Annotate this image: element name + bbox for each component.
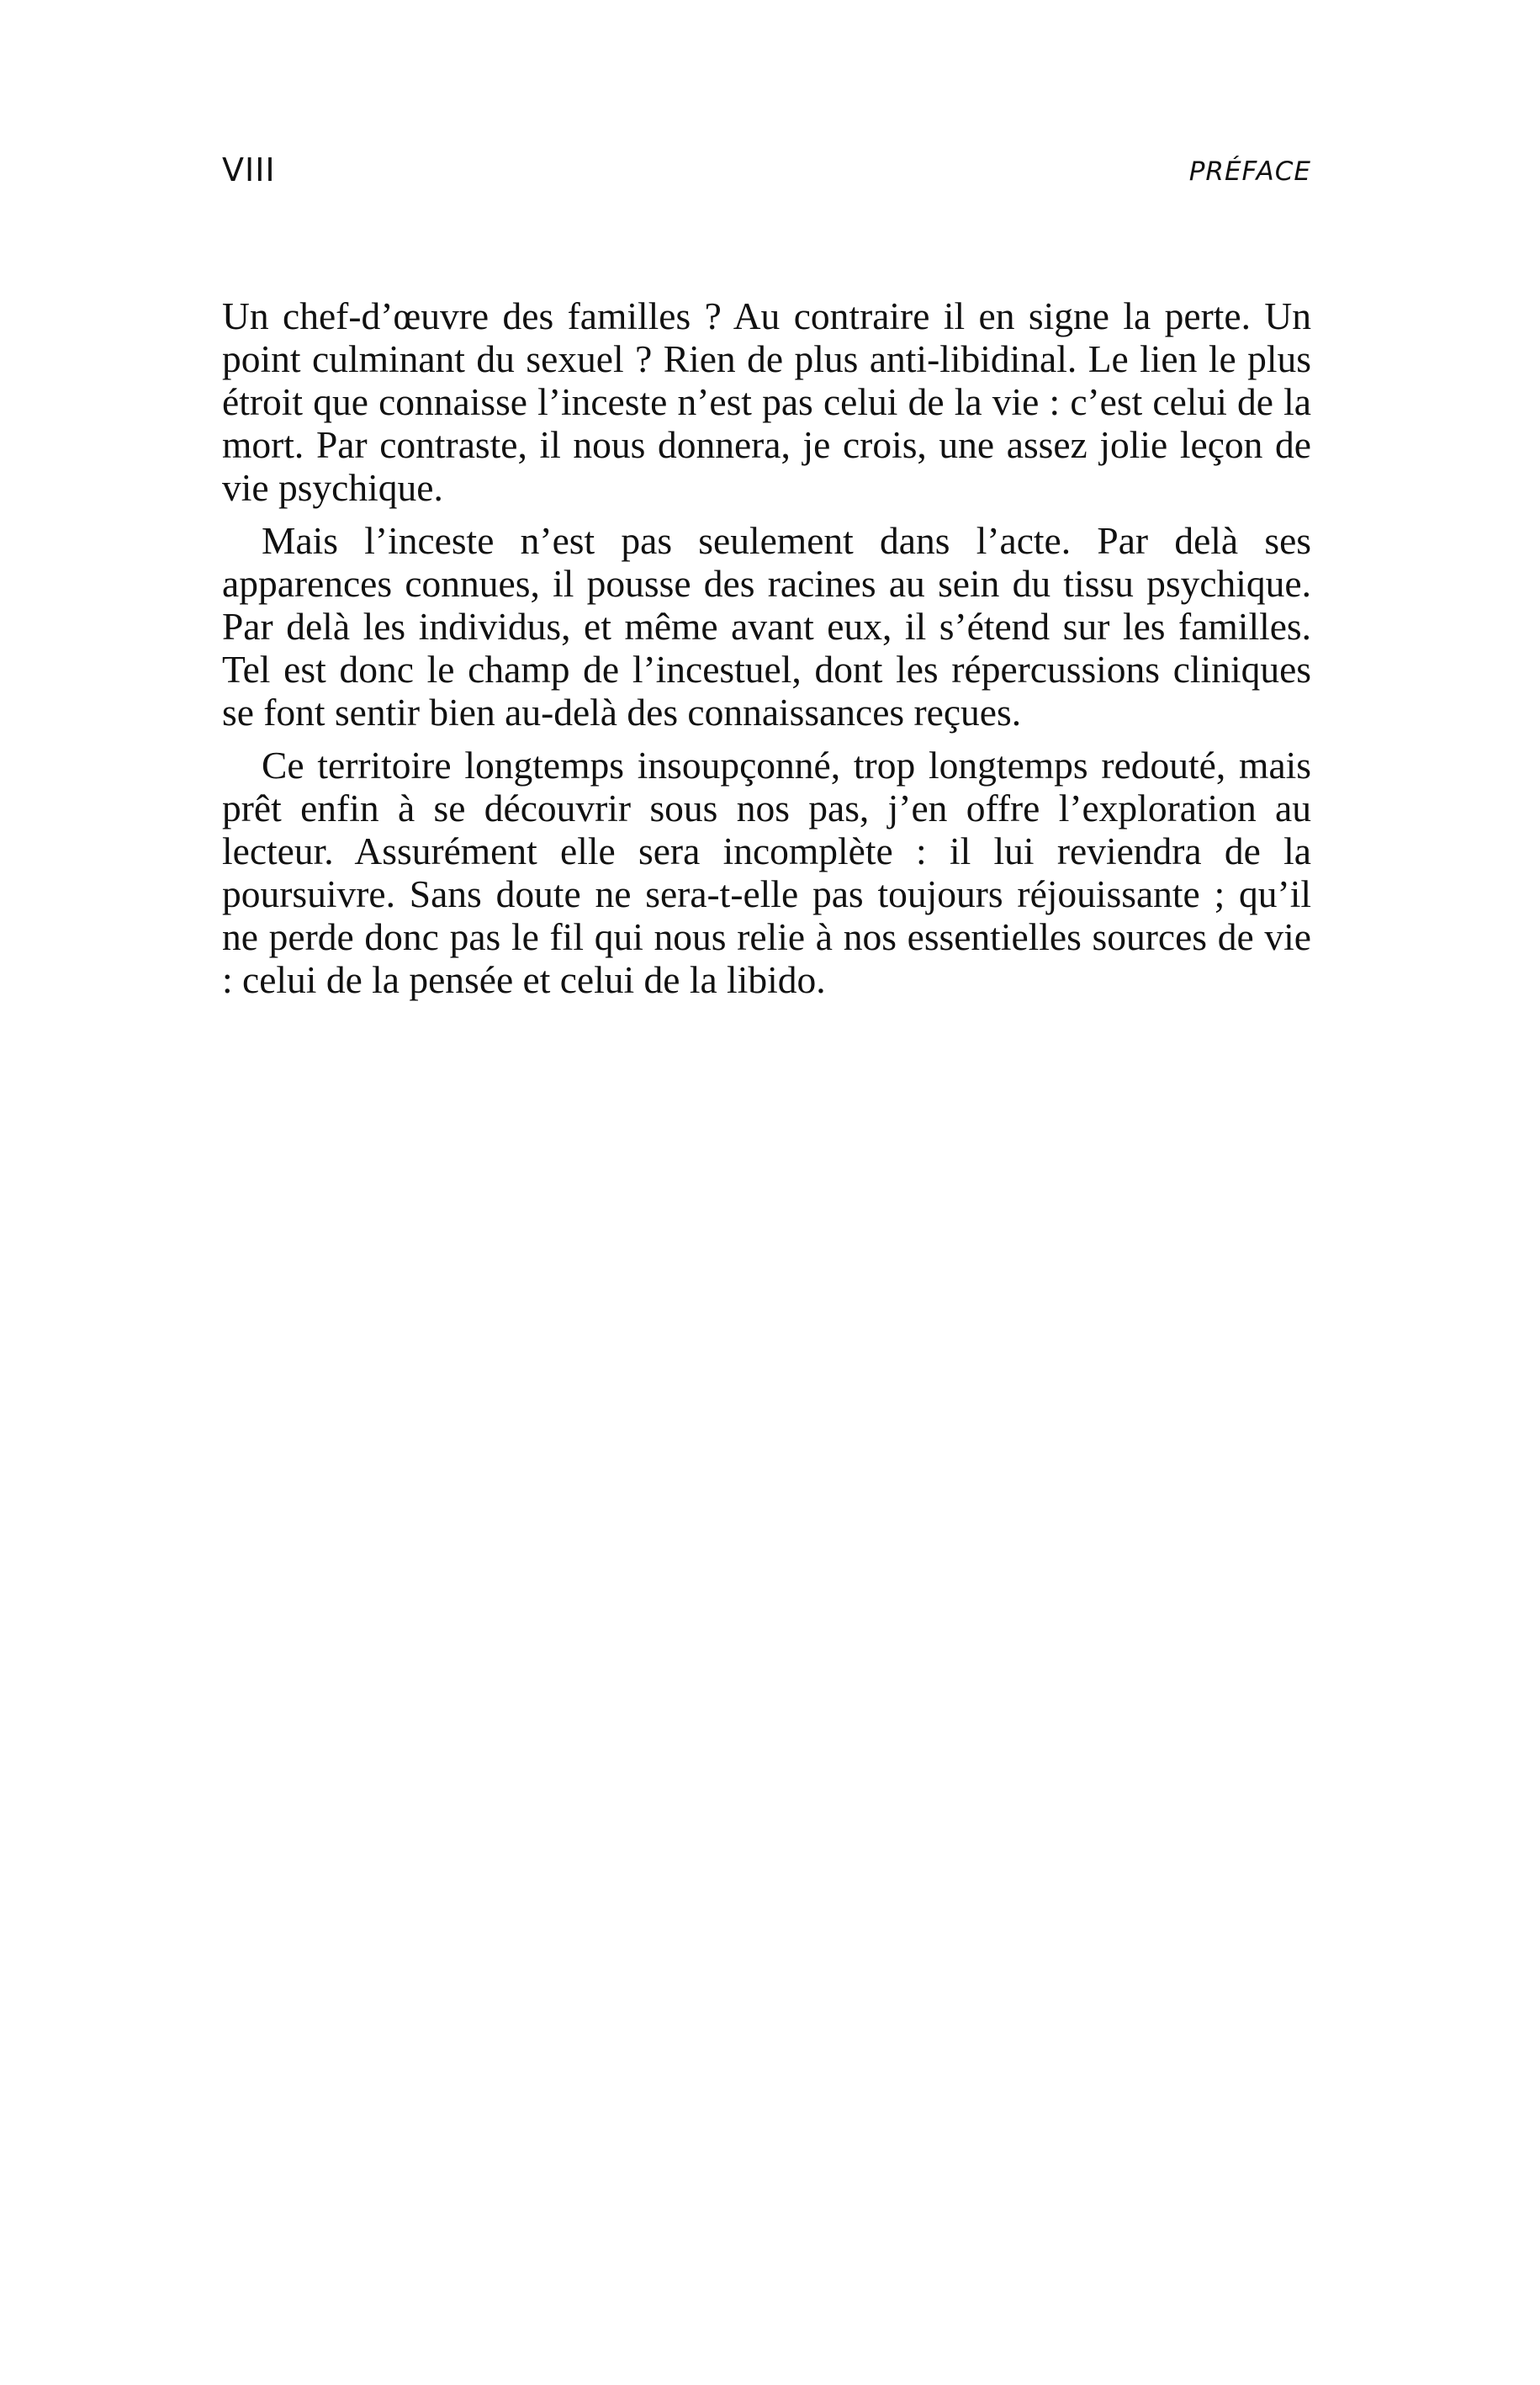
paragraph: Ce territoire longtemps insoupçonné, trop longtemps redouté, mais prêt enfin à se découvrir sous nos pas, j’en offre l’exploration au lecteur. Assurément elle sera incomplète : il lui reviendra de la poursuivre. Sans doute ne sera-t-elle pas toujours réjouissante ; qu’il ne perde donc pas le fil qui nous relie à nos essentielles sources de vie : celui de la pensée et celui de la libido. — [222, 744, 1311, 1001]
paragraph: Un chef-d’œuvre des familles ? Au contraire il en signe la perte. Un point culminant du sexuel ? Rien de plus anti-libidinal. Le lien le plus étroit que connaisse l’inceste n’est pas celui de la vie : c’est celui de la mort. Par contraste, il nous donnera, je crois, une assez jolie leçon de vie psychique. — [222, 294, 1311, 509]
section-title: PRÉFACE — [1188, 156, 1311, 187]
page-number: VIII — [222, 151, 276, 188]
body-text — [222, 294, 1311, 1011]
running-head — [222, 151, 1311, 202]
paragraph: Mais l’inceste n’est pas seulement dans l’acte. Par delà ses apparences connues, il pousse des racines au sein du tissu psychique. Par delà les individus, et même avant eux, il s’étend sur les familles. Tel est donc le champ de l’incestuel, dont les répercussions cliniques se font sentir bien au-delà des connaissances reçues. — [222, 519, 1311, 734]
